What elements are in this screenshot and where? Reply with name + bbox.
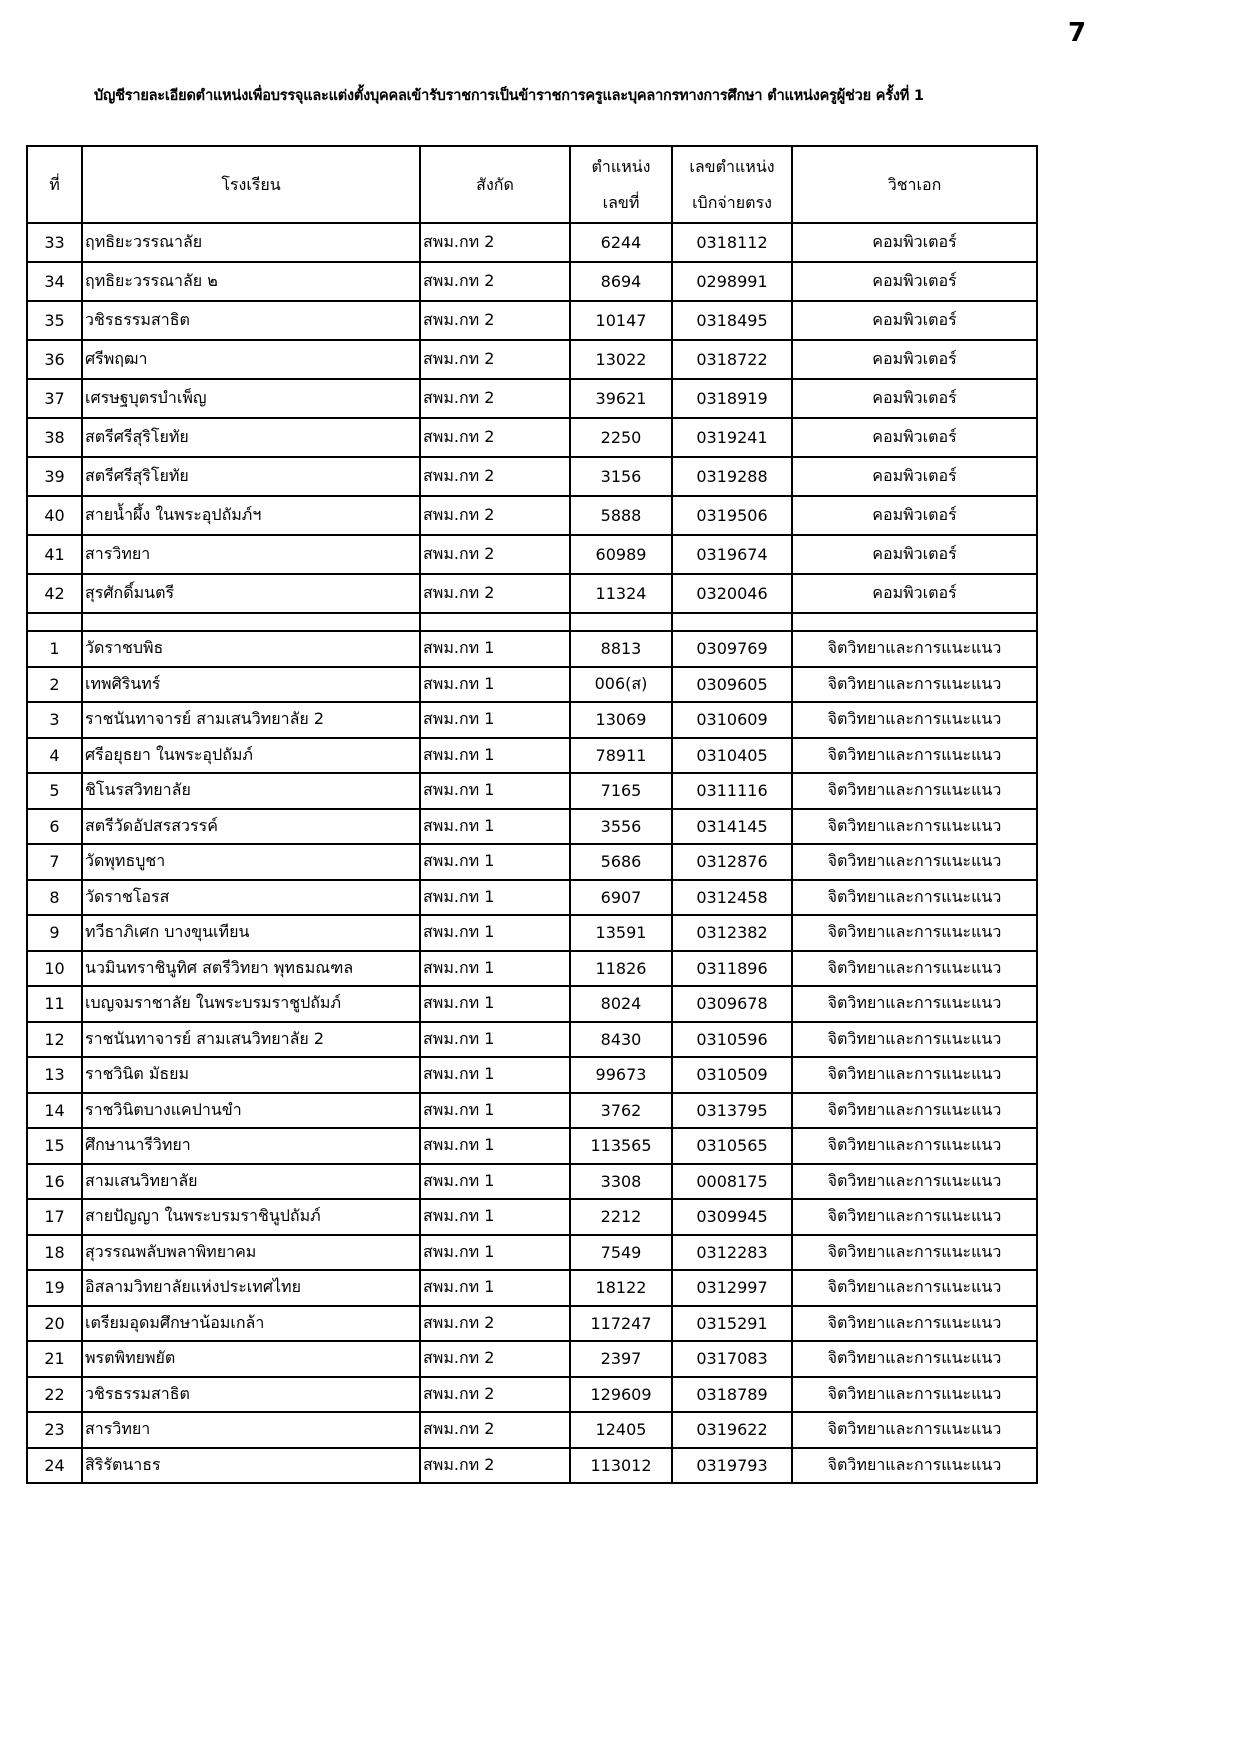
cell-budget-no: 0320046 (672, 574, 792, 613)
cell-budget-no: 0312876 (672, 844, 792, 880)
cell-no: 18 (27, 1235, 82, 1271)
cell-position-no: 99673 (570, 1057, 672, 1093)
cell-no: 4 (27, 738, 82, 774)
table-row (27, 496, 1037, 535)
cell-school: ราชวินิต มัธยม (82, 1057, 420, 1093)
cell-agency: สพม.กท 1 (420, 1128, 570, 1164)
cell-budget-no: 0008175 (672, 1164, 792, 1200)
cell-school: นวมินทราชินูทิศ สตรีวิทยา พุทธมณฑล (82, 951, 420, 987)
cell-major: จิตวิทยาและการแนะแนว (792, 986, 1037, 1022)
table-row (27, 773, 1037, 809)
cell-budget-no: 0318919 (672, 379, 792, 418)
cell-school: สามเสนวิทยาลัย (82, 1164, 420, 1200)
spacer-cell (82, 613, 420, 631)
cell-school: วชิรธรรมสาธิต (82, 301, 420, 340)
cell-agency: สพม.กท 1 (420, 915, 570, 951)
cell-major: จิตวิทยาและการแนะแนว (792, 1270, 1037, 1306)
cell-agency: สพม.กท 1 (420, 1164, 570, 1200)
cell-position-no: 113565 (570, 1128, 672, 1164)
cell-no: 17 (27, 1199, 82, 1235)
cell-school: เบญจมราชาลัย ในพระบรมราชูปถัมภ์ (82, 986, 420, 1022)
cell-no: 3 (27, 702, 82, 738)
cell-position-no: 13022 (570, 340, 672, 379)
table-row (27, 1235, 1037, 1271)
cell-no: 8 (27, 880, 82, 916)
cell-position-no: 12405 (570, 1412, 672, 1448)
cell-agency: สพม.กท 1 (420, 880, 570, 916)
cell-major: จิตวิทยาและการแนะแนว (792, 1057, 1037, 1093)
cell-school: สตรีศรีสุริโยทัย (82, 418, 420, 457)
cell-agency: สพม.กท 1 (420, 702, 570, 738)
header-major: วิชาเอก (792, 146, 1037, 223)
table-row (27, 1057, 1037, 1093)
cell-agency: สพม.กท 2 (420, 1377, 570, 1413)
cell-position-no: 13069 (570, 702, 672, 738)
cell-no: 9 (27, 915, 82, 951)
cell-no: 23 (27, 1412, 82, 1448)
cell-major: คอมพิวเตอร์ (792, 223, 1037, 262)
cell-budget-no: 0310596 (672, 1022, 792, 1058)
cell-major: จิตวิทยาและการแนะแนว (792, 1199, 1037, 1235)
header-position-no-line1: ตำแหน่ง (591, 156, 651, 176)
cell-major: คอมพิวเตอร์ (792, 301, 1037, 340)
spacer-cell (27, 613, 82, 631)
cell-no: 33 (27, 223, 82, 262)
cell-budget-no: 0312997 (672, 1270, 792, 1306)
cell-no: 20 (27, 1306, 82, 1342)
cell-school: พรตพิทยพยัต (82, 1341, 420, 1377)
spacer-cell (792, 613, 1037, 631)
table-body (27, 223, 1037, 1483)
table-row (27, 1128, 1037, 1164)
cell-no: 42 (27, 574, 82, 613)
cell-position-no: 13591 (570, 915, 672, 951)
header-budget-no (672, 146, 792, 223)
cell-school: ศรีพฤฒา (82, 340, 420, 379)
cell-major: จิตวิทยาและการแนะแนว (792, 1235, 1037, 1271)
cell-agency: สพม.กท 1 (420, 773, 570, 809)
cell-major: คอมพิวเตอร์ (792, 574, 1037, 613)
spacer-cell (420, 613, 570, 631)
cell-major: คอมพิวเตอร์ (792, 457, 1037, 496)
cell-agency: สพม.กท 1 (420, 667, 570, 703)
spacer-cell (570, 613, 672, 631)
cell-agency: สพม.กท 2 (420, 379, 570, 418)
cell-school: วชิรธรรมสาธิต (82, 1377, 420, 1413)
header-no: ที่ (27, 146, 82, 223)
cell-no: 14 (27, 1093, 82, 1129)
table-row (27, 457, 1037, 496)
cell-no: 41 (27, 535, 82, 574)
cell-position-no: 11826 (570, 951, 672, 987)
header-position-no (570, 146, 672, 223)
table-row (27, 418, 1037, 457)
cell-school: ราชนันทาจารย์ สามเสนวิทยาลัย 2 (82, 1022, 420, 1058)
cell-agency: สพม.กท 2 (420, 1341, 570, 1377)
cell-no: 15 (27, 1128, 82, 1164)
cell-position-no: 006(ส) (570, 667, 672, 703)
cell-agency: สพม.กท 2 (420, 1306, 570, 1342)
table-row (27, 1199, 1037, 1235)
cell-budget-no: 0312382 (672, 915, 792, 951)
cell-major: จิตวิทยาและการแนะแนว (792, 1448, 1037, 1484)
cell-major: จิตวิทยาและการแนะแนว (792, 1128, 1037, 1164)
cell-major: จิตวิทยาและการแนะแนว (792, 1341, 1037, 1377)
cell-school: วัดราชโอรส (82, 880, 420, 916)
cell-position-no: 39621 (570, 379, 672, 418)
cell-major: คอมพิวเตอร์ (792, 418, 1037, 457)
cell-budget-no: 0309945 (672, 1199, 792, 1235)
cell-school: เศรษฐบุตรบำเพ็ญ (82, 379, 420, 418)
cell-position-no: 3156 (570, 457, 672, 496)
cell-agency: สพม.กท 2 (420, 535, 570, 574)
cell-position-no: 10147 (570, 301, 672, 340)
header-budget-no-line2: เบิกจ่ายตรง (692, 192, 772, 212)
cell-school: ราชวินิตบางแคปานขำ (82, 1093, 420, 1129)
cell-major: จิตวิทยาและการแนะแนว (792, 1164, 1037, 1200)
table-row (27, 844, 1037, 880)
cell-position-no: 5888 (570, 496, 672, 535)
cell-no: 40 (27, 496, 82, 535)
cell-budget-no: 0310609 (672, 702, 792, 738)
cell-budget-no: 0319506 (672, 496, 792, 535)
table-row (27, 667, 1037, 703)
cell-agency: สพม.กท 2 (420, 574, 570, 613)
cell-school: ชิโนรสวิทยาลัย (82, 773, 420, 809)
cell-position-no: 2212 (570, 1199, 672, 1235)
cell-school: ทวีธาภิเศก บางขุนเทียน (82, 915, 420, 951)
cell-budget-no: 0310405 (672, 738, 792, 774)
table-row (27, 631, 1037, 667)
spacer-cell (672, 613, 792, 631)
cell-major: จิตวิทยาและการแนะแนว (792, 1306, 1037, 1342)
cell-position-no: 7549 (570, 1235, 672, 1271)
cell-budget-no: 0319288 (672, 457, 792, 496)
table-row (27, 535, 1037, 574)
cell-agency: สพม.กท 1 (420, 809, 570, 845)
cell-no: 2 (27, 667, 82, 703)
document-title: บัญชีรายละเอียดตำแหน่งเพื่อบรรจุและแต่งตั้งบุคคลเข้ารับราชการเป็นข้าราชการครูและบุคลากรทางการศึกษา ตำแหน่งครูผู้ช่วย ครั้งที่ 1 (94, 88, 924, 104)
table-row (27, 1270, 1037, 1306)
cell-budget-no: 0312283 (672, 1235, 792, 1271)
table-row (27, 1093, 1037, 1129)
table-row (27, 809, 1037, 845)
cell-budget-no: 0319793 (672, 1448, 792, 1484)
cell-major: จิตวิทยาและการแนะแนว (792, 844, 1037, 880)
cell-agency: สพม.กท 1 (420, 1022, 570, 1058)
table-row (27, 880, 1037, 916)
header-agency: สังกัด (420, 146, 570, 223)
table-header-row (27, 146, 1037, 223)
cell-agency: สพม.กท 1 (420, 986, 570, 1022)
cell-major: คอมพิวเตอร์ (792, 379, 1037, 418)
cell-major: คอมพิวเตอร์ (792, 535, 1037, 574)
cell-school: เทพศิรินทร์ (82, 667, 420, 703)
table-row (27, 915, 1037, 951)
cell-budget-no: 0309769 (672, 631, 792, 667)
cell-school: สายปัญญา ในพระบรมราชินูปถัมภ์ (82, 1199, 420, 1235)
cell-agency: สพม.กท 2 (420, 496, 570, 535)
cell-position-no: 2250 (570, 418, 672, 457)
cell-agency: สพม.กท 2 (420, 262, 570, 301)
cell-budget-no: 0319674 (672, 535, 792, 574)
table-row (27, 1377, 1037, 1413)
cell-budget-no: 0315291 (672, 1306, 792, 1342)
cell-budget-no: 0298991 (672, 262, 792, 301)
cell-agency: สพม.กท 2 (420, 223, 570, 262)
cell-budget-no: 0317083 (672, 1341, 792, 1377)
cell-position-no: 3762 (570, 1093, 672, 1129)
table-row (27, 1412, 1037, 1448)
cell-budget-no: 0319241 (672, 418, 792, 457)
cell-budget-no: 0319622 (672, 1412, 792, 1448)
cell-major: จิตวิทยาและการแนะแนว (792, 738, 1037, 774)
cell-school: สารวิทยา (82, 1412, 420, 1448)
cell-school: ฤทธิยะวรรณาลัย ๒ (82, 262, 420, 301)
cell-agency: สพม.กท 1 (420, 1057, 570, 1093)
cell-major: จิตวิทยาและการแนะแนว (792, 809, 1037, 845)
cell-major: จิตวิทยาและการแนะแนว (792, 667, 1037, 703)
cell-budget-no: 0311896 (672, 951, 792, 987)
cell-budget-no: 0313795 (672, 1093, 792, 1129)
cell-major: จิตวิทยาและการแนะแนว (792, 880, 1037, 916)
cell-major: จิตวิทยาและการแนะแนว (792, 1022, 1037, 1058)
table-row (27, 986, 1037, 1022)
cell-school: ศึกษานารีวิทยา (82, 1128, 420, 1164)
cell-position-no: 5686 (570, 844, 672, 880)
cell-no: 7 (27, 844, 82, 880)
cell-position-no: 113012 (570, 1448, 672, 1484)
cell-agency: สพม.กท 1 (420, 1270, 570, 1306)
cell-budget-no: 0318495 (672, 301, 792, 340)
cell-position-no: 129609 (570, 1377, 672, 1413)
table-row (27, 1341, 1037, 1377)
header-position-no-line2: เลขที่ (602, 192, 640, 212)
table-row (27, 1022, 1037, 1058)
cell-major: จิตวิทยาและการแนะแนว (792, 1377, 1037, 1413)
cell-no: 13 (27, 1057, 82, 1093)
cell-agency: สพม.กท 2 (420, 1412, 570, 1448)
cell-position-no: 117247 (570, 1306, 672, 1342)
table-row (27, 1448, 1037, 1484)
page-number: 7 (1068, 18, 1087, 48)
cell-budget-no: 0310509 (672, 1057, 792, 1093)
spacer-row (27, 613, 1037, 631)
cell-agency: สพม.กท 1 (420, 738, 570, 774)
cell-no: 38 (27, 418, 82, 457)
cell-position-no: 8694 (570, 262, 672, 301)
cell-position-no: 18122 (570, 1270, 672, 1306)
cell-position-no: 2397 (570, 1341, 672, 1377)
table-row (27, 223, 1037, 262)
table-row (27, 1306, 1037, 1342)
table-row (27, 1164, 1037, 1200)
cell-agency: สพม.กท 2 (420, 1448, 570, 1484)
cell-agency: สพม.กท 1 (420, 631, 570, 667)
cell-no: 11 (27, 986, 82, 1022)
cell-school: สตรีวัดอัปสรสวรรค์ (82, 809, 420, 845)
cell-no: 12 (27, 1022, 82, 1058)
cell-budget-no: 0318112 (672, 223, 792, 262)
cell-budget-no: 0318722 (672, 340, 792, 379)
cell-position-no: 7165 (570, 773, 672, 809)
cell-major: จิตวิทยาและการแนะแนว (792, 631, 1037, 667)
cell-no: 5 (27, 773, 82, 809)
cell-position-no: 6907 (570, 880, 672, 916)
cell-no: 19 (27, 1270, 82, 1306)
cell-major: จิตวิทยาและการแนะแนว (792, 773, 1037, 809)
cell-position-no: 11324 (570, 574, 672, 613)
table-row (27, 379, 1037, 418)
cell-agency: สพม.กท 1 (420, 951, 570, 987)
cell-no: 35 (27, 301, 82, 340)
cell-major: จิตวิทยาและการแนะแนว (792, 1093, 1037, 1129)
cell-no: 21 (27, 1341, 82, 1377)
cell-position-no: 6244 (570, 223, 672, 262)
cell-budget-no: 0312458 (672, 880, 792, 916)
cell-position-no: 8813 (570, 631, 672, 667)
cell-school: สุรศักดิ์มนตรี (82, 574, 420, 613)
cell-position-no: 3308 (570, 1164, 672, 1200)
cell-position-no: 3556 (570, 809, 672, 845)
cell-no: 34 (27, 262, 82, 301)
cell-major: จิตวิทยาและการแนะแนว (792, 702, 1037, 738)
header-budget-no-line1: เลขตำแหน่ง (689, 156, 775, 176)
cell-school: สารวิทยา (82, 535, 420, 574)
cell-agency: สพม.กท 1 (420, 1199, 570, 1235)
cell-school: เตรียมอุดมศึกษาน้อมเกล้า (82, 1306, 420, 1342)
cell-budget-no: 0310565 (672, 1128, 792, 1164)
cell-position-no: 8430 (570, 1022, 672, 1058)
table-row (27, 262, 1037, 301)
cell-no: 6 (27, 809, 82, 845)
cell-position-no: 60989 (570, 535, 672, 574)
cell-agency: สพม.กท 2 (420, 301, 570, 340)
cell-school: ศรีอยุธยา ในพระอุปถัมภ์ (82, 738, 420, 774)
cell-major: คอมพิวเตอร์ (792, 496, 1037, 535)
cell-budget-no: 0314145 (672, 809, 792, 845)
cell-agency: สพม.กท 1 (420, 1235, 570, 1271)
table-row (27, 301, 1037, 340)
cell-no: 36 (27, 340, 82, 379)
cell-school: อิสลามวิทยาลัยแห่งประเทศไทย (82, 1270, 420, 1306)
cell-position-no: 78911 (570, 738, 672, 774)
cell-major: จิตวิทยาและการแนะแนว (792, 951, 1037, 987)
cell-school: วัดพุทธบูชา (82, 844, 420, 880)
cell-no: 39 (27, 457, 82, 496)
cell-no: 37 (27, 379, 82, 418)
cell-agency: สพม.กท 2 (420, 418, 570, 457)
cell-no: 10 (27, 951, 82, 987)
header-school: โรงเรียน (82, 146, 420, 223)
cell-school: ราชนันทาจารย์ สามเสนวิทยาลัย 2 (82, 702, 420, 738)
cell-agency: สพม.กท 1 (420, 1093, 570, 1129)
cell-budget-no: 0309678 (672, 986, 792, 1022)
positions-table (26, 145, 1038, 1484)
cell-school: สตรีศรีสุริโยทัย (82, 457, 420, 496)
table-row (27, 951, 1037, 987)
cell-no: 1 (27, 631, 82, 667)
cell-budget-no: 0309605 (672, 667, 792, 703)
table-row (27, 702, 1037, 738)
cell-agency: สพม.กท 1 (420, 844, 570, 880)
cell-school: สิริรัตนาธร (82, 1448, 420, 1484)
cell-school: สุวรรณพลับพลาพิทยาคม (82, 1235, 420, 1271)
table-row (27, 340, 1037, 379)
table-row (27, 574, 1037, 613)
cell-major: จิตวิทยาและการแนะแนว (792, 1412, 1037, 1448)
cell-school: วัดราชบพิธ (82, 631, 420, 667)
cell-agency: สพม.กท 2 (420, 457, 570, 496)
cell-no: 16 (27, 1164, 82, 1200)
cell-position-no: 8024 (570, 986, 672, 1022)
cell-budget-no: 0311116 (672, 773, 792, 809)
cell-major: จิตวิทยาและการแนะแนว (792, 915, 1037, 951)
cell-agency: สพม.กท 2 (420, 340, 570, 379)
table-row (27, 738, 1037, 774)
cell-no: 24 (27, 1448, 82, 1484)
cell-no: 22 (27, 1377, 82, 1413)
cell-major: คอมพิวเตอร์ (792, 340, 1037, 379)
cell-school: สายน้ำผึ้ง ในพระอุปถัมภ์ฯ (82, 496, 420, 535)
cell-major: คอมพิวเตอร์ (792, 262, 1037, 301)
cell-school: ฤทธิยะวรรณาลัย (82, 223, 420, 262)
cell-budget-no: 0318789 (672, 1377, 792, 1413)
